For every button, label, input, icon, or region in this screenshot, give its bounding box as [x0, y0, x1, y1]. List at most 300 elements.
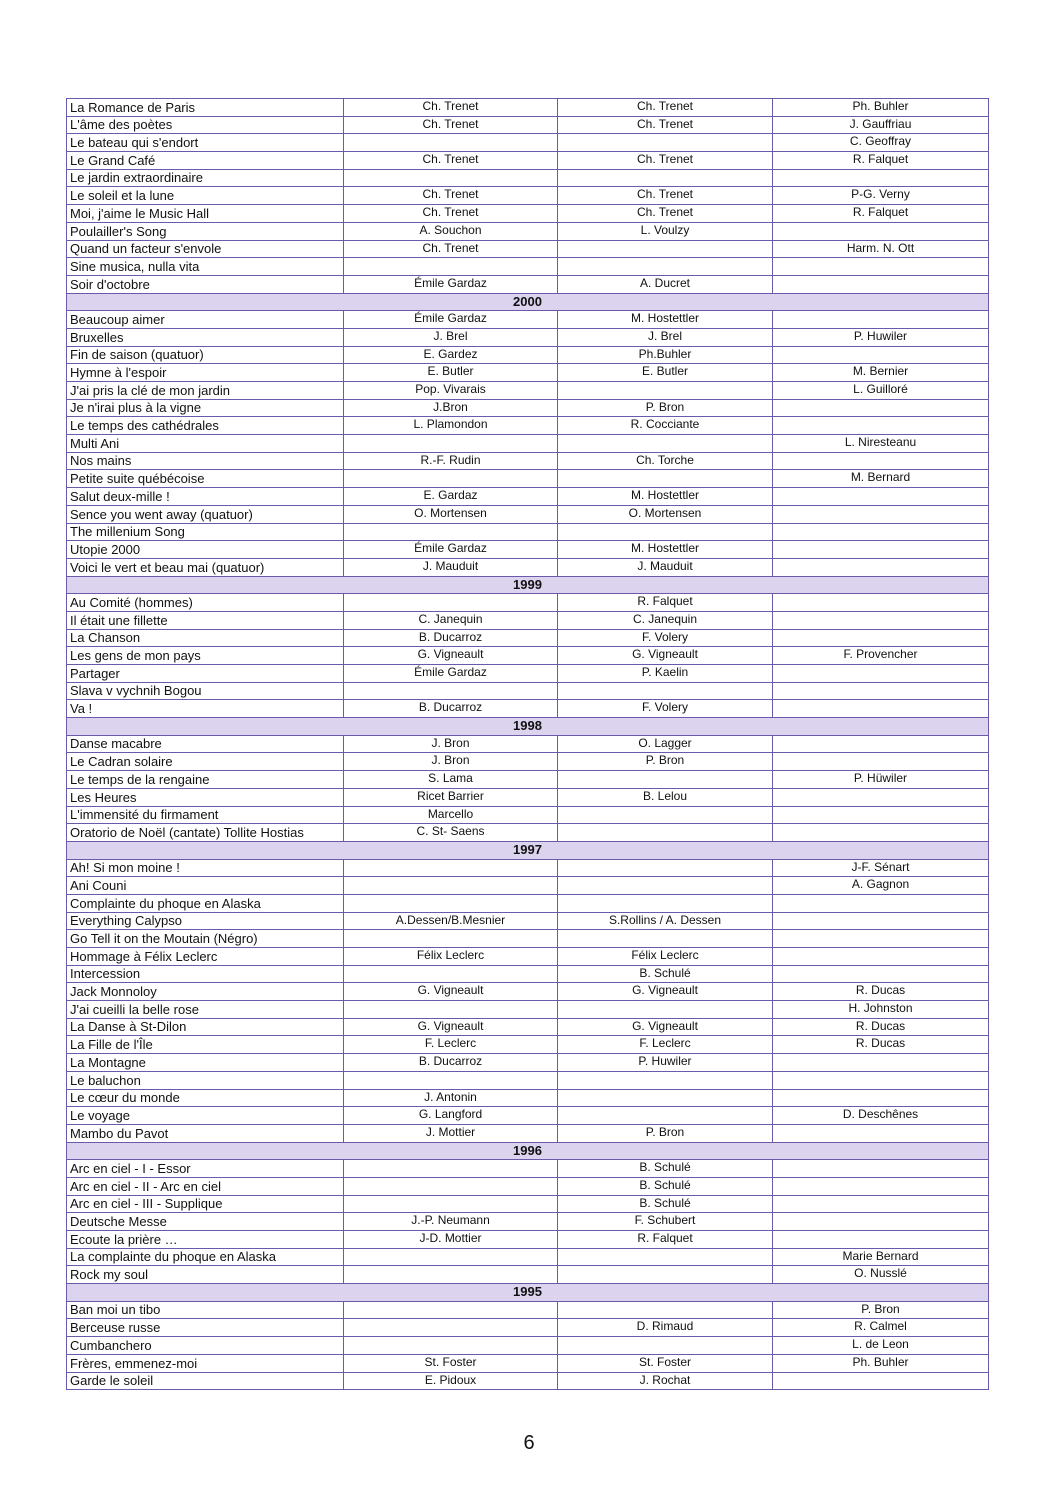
- song-title: Le temps des cathédrales: [67, 417, 344, 435]
- song-title: Partager: [67, 665, 344, 683]
- composer-cell: D. Rimaud: [558, 1319, 773, 1337]
- table-row: [67, 1124, 989, 1142]
- song-title: Garde le soleil: [67, 1372, 344, 1390]
- arranger-cell: [773, 311, 989, 329]
- song-title: Les Heures: [67, 788, 344, 806]
- arranger-cell: [773, 629, 989, 647]
- lyricist-cell: G. Vigneault: [344, 1018, 558, 1036]
- lyricist-cell: Émile Gardaz: [344, 541, 558, 559]
- table-row: [67, 116, 989, 134]
- composer-cell: J. Brel: [558, 328, 773, 346]
- arranger-cell: P. Hüwiler: [773, 771, 989, 789]
- composer-cell: [558, 134, 773, 152]
- lyricist-cell: S. Lama: [344, 771, 558, 789]
- song-title: Nos mains: [67, 452, 344, 470]
- composer-cell: [558, 435, 773, 453]
- song-title: Slava v vychnih Bogou: [67, 682, 344, 700]
- arranger-cell: D. Deschênes: [773, 1107, 989, 1125]
- table-row: [67, 328, 989, 346]
- table-row: [67, 1036, 989, 1054]
- arranger-cell: M. Bernier: [773, 364, 989, 382]
- composer-cell: [558, 894, 773, 912]
- lyricist-cell: G. Langford: [344, 1107, 558, 1125]
- arranger-cell: Harm. N. Ott: [773, 240, 989, 258]
- composer-cell: Ph.Buhler: [558, 346, 773, 364]
- song-title: Hymne à l'espoir: [67, 364, 344, 382]
- arranger-cell: [773, 275, 989, 293]
- arranger-cell: [773, 1213, 989, 1231]
- arranger-cell: R. Falquet: [773, 152, 989, 170]
- table-row: [67, 1372, 989, 1390]
- song-title: Poulailler's Song: [67, 222, 344, 240]
- table-row: [67, 452, 989, 470]
- song-title: Sine musica, nulla vita: [67, 258, 344, 276]
- table-row: [67, 1213, 989, 1231]
- composer-cell: Ch. Trenet: [558, 187, 773, 205]
- lyricist-cell: J. Mottier: [344, 1124, 558, 1142]
- arranger-cell: [773, 1054, 989, 1072]
- arranger-cell: [773, 948, 989, 966]
- composer-cell: [558, 1001, 773, 1019]
- table-row: [67, 877, 989, 895]
- table-row: [67, 1354, 989, 1372]
- table-row: [67, 806, 989, 824]
- song-title: Intercession: [67, 965, 344, 983]
- song-title: Je n'irai plus à la vigne: [67, 399, 344, 417]
- composer-cell: [558, 930, 773, 948]
- year-label: 1996: [67, 1142, 989, 1160]
- lyricist-cell: L. Plamondon: [344, 417, 558, 435]
- composer-cell: [558, 470, 773, 488]
- table-row: [67, 1248, 989, 1266]
- song-title: Voici le vert et beau mai (quatuor): [67, 558, 344, 576]
- song-title: J'ai cueilli la belle rose: [67, 1001, 344, 1019]
- arranger-cell: R. Ducas: [773, 1018, 989, 1036]
- table-row: [67, 1195, 989, 1213]
- table-row: [67, 647, 989, 665]
- composer-cell: [558, 682, 773, 700]
- arranger-cell: [773, 417, 989, 435]
- song-title: Beaucoup aimer: [67, 311, 344, 329]
- lyricist-cell: E. Butler: [344, 364, 558, 382]
- lyricist-cell: Émile Gardaz: [344, 275, 558, 293]
- arranger-cell: [773, 665, 989, 683]
- arranger-cell: [773, 1231, 989, 1249]
- lyricist-cell: C. Janequin: [344, 611, 558, 629]
- year-label: 1997: [67, 841, 989, 859]
- table-row: [67, 594, 989, 612]
- composer-cell: L. Voulzy: [558, 222, 773, 240]
- arranger-cell: [773, 399, 989, 417]
- table-row: [67, 505, 989, 523]
- composer-cell: [558, 1107, 773, 1125]
- lyricist-cell: A.Dessen/B.Mesnier: [344, 912, 558, 930]
- year-header-row: [67, 1284, 989, 1302]
- lyricist-cell: [344, 859, 558, 877]
- table-row: [67, 735, 989, 753]
- table-row: [67, 1018, 989, 1036]
- composer-cell: G. Vigneault: [558, 1018, 773, 1036]
- song-title: Le baluchon: [67, 1071, 344, 1089]
- table-row: [67, 558, 989, 576]
- arranger-cell: O. Nusslé: [773, 1266, 989, 1284]
- table-row: [67, 753, 989, 771]
- song-title: Rock my soul: [67, 1266, 344, 1284]
- song-title: Fin de saison (quatuor): [67, 346, 344, 364]
- composer-cell: B. Lelou: [558, 788, 773, 806]
- arranger-cell: R. Ducas: [773, 1036, 989, 1054]
- composer-cell: F. Volery: [558, 629, 773, 647]
- arranger-cell: [773, 505, 989, 523]
- arranger-cell: [773, 594, 989, 612]
- lyricist-cell: [344, 134, 558, 152]
- table-row: [67, 134, 989, 152]
- composer-cell: E. Butler: [558, 364, 773, 382]
- song-title: Deutsche Messe: [67, 1213, 344, 1231]
- lyricist-cell: G. Vigneault: [344, 983, 558, 1001]
- arranger-cell: L. Guilloré: [773, 382, 989, 400]
- song-title: Moi, j'aime le Music Hall: [67, 205, 344, 223]
- arranger-cell: [773, 541, 989, 559]
- arranger-cell: Marie Bernard: [773, 1248, 989, 1266]
- year-label: 1998: [67, 718, 989, 736]
- table-row: [67, 1337, 989, 1355]
- composer-cell: P. Bron: [558, 399, 773, 417]
- composer-cell: [558, 382, 773, 400]
- table-row: [67, 983, 989, 1001]
- year-label: 2000: [67, 293, 989, 311]
- composer-cell: M. Hostettler: [558, 311, 773, 329]
- arranger-cell: [773, 1177, 989, 1195]
- table-row: [67, 311, 989, 329]
- table-row: [67, 788, 989, 806]
- lyricist-cell: [344, 523, 558, 541]
- composer-cell: Ch. Trenet: [558, 116, 773, 134]
- table-row: [67, 99, 989, 117]
- year-label: 1999: [67, 576, 989, 594]
- lyricist-cell: [344, 877, 558, 895]
- arranger-cell: [773, 1160, 989, 1178]
- lyricist-cell: [344, 1301, 558, 1319]
- composer-cell: [558, 523, 773, 541]
- lyricist-cell: E. Gardaz: [344, 488, 558, 506]
- lyricist-cell: Ch. Trenet: [344, 187, 558, 205]
- table-row: [67, 611, 989, 629]
- lyricist-cell: J. Bron: [344, 753, 558, 771]
- arranger-cell: [773, 1089, 989, 1107]
- composer-cell: G. Vigneault: [558, 983, 773, 1001]
- song-title: Berceuse russe: [67, 1319, 344, 1337]
- composer-cell: [558, 240, 773, 258]
- lyricist-cell: Ricet Barrier: [344, 788, 558, 806]
- song-title: Le voyage: [67, 1107, 344, 1125]
- song-title: Arc en ciel - I - Essor: [67, 1160, 344, 1178]
- arranger-cell: [773, 894, 989, 912]
- song-title: Au Comité (hommes): [67, 594, 344, 612]
- composer-cell: B. Schulé: [558, 1195, 773, 1213]
- table-row: [67, 523, 989, 541]
- composer-cell: C. Janequin: [558, 611, 773, 629]
- composer-cell: O. Mortensen: [558, 505, 773, 523]
- arranger-cell: Ph. Buhler: [773, 99, 989, 117]
- lyricist-cell: [344, 435, 558, 453]
- arranger-cell: [773, 1124, 989, 1142]
- song-title: Va !: [67, 700, 344, 718]
- lyricist-cell: [344, 594, 558, 612]
- lyricist-cell: Émile Gardaz: [344, 665, 558, 683]
- lyricist-cell: [344, 1195, 558, 1213]
- lyricist-cell: [344, 1160, 558, 1178]
- song-title: La Romance de Paris: [67, 99, 344, 117]
- lyricist-cell: [344, 1248, 558, 1266]
- table-row: [67, 912, 989, 930]
- table-row: [67, 824, 989, 842]
- arranger-cell: [773, 700, 989, 718]
- composer-cell: O. Lagger: [558, 735, 773, 753]
- arranger-cell: [773, 965, 989, 983]
- table-row: [67, 470, 989, 488]
- arranger-cell: [773, 1195, 989, 1213]
- lyricist-cell: [344, 1266, 558, 1284]
- song-title: Mambo du Pavot: [67, 1124, 344, 1142]
- song-title: J'ai pris la clé de mon jardin: [67, 382, 344, 400]
- arranger-cell: [773, 452, 989, 470]
- composer-cell: M. Hostettler: [558, 488, 773, 506]
- arranger-cell: P. Bron: [773, 1301, 989, 1319]
- arranger-cell: P-G. Verny: [773, 187, 989, 205]
- lyricist-cell: [344, 1177, 558, 1195]
- lyricist-cell: F. Leclerc: [344, 1036, 558, 1054]
- year-header-row: [67, 718, 989, 736]
- table-row: [67, 382, 989, 400]
- song-title: Go Tell it on the Moutain (Négro): [67, 930, 344, 948]
- song-title: La complainte du phoque en Alaska: [67, 1248, 344, 1266]
- composer-cell: J. Mauduit: [558, 558, 773, 576]
- arranger-cell: [773, 258, 989, 276]
- song-title: Le Cadran solaire: [67, 753, 344, 771]
- song-title: Everything Calypso: [67, 912, 344, 930]
- arranger-cell: L. Niresteanu: [773, 435, 989, 453]
- composer-cell: B. Schulé: [558, 1160, 773, 1178]
- song-title: Petite suite québécoise: [67, 470, 344, 488]
- lyricist-cell: E. Pidoux: [344, 1372, 558, 1390]
- repertoire-table-body: [67, 99, 989, 1390]
- song-title: La Fille de l'Île: [67, 1036, 344, 1054]
- song-title: Danse macabre: [67, 735, 344, 753]
- lyricist-cell: [344, 470, 558, 488]
- table-row: [67, 541, 989, 559]
- song-title: Cumbanchero: [67, 1337, 344, 1355]
- composer-cell: [558, 806, 773, 824]
- arranger-cell: [773, 488, 989, 506]
- composer-cell: P. Huwiler: [558, 1054, 773, 1072]
- table-row: [67, 1107, 989, 1125]
- lyricist-cell: [344, 965, 558, 983]
- song-title: La Chanson: [67, 629, 344, 647]
- composer-cell: Ch. Trenet: [558, 205, 773, 223]
- arranger-cell: C. Geoffray: [773, 134, 989, 152]
- lyricist-cell: [344, 1337, 558, 1355]
- song-title: Ah! Si mon moine !: [67, 859, 344, 877]
- table-row: [67, 169, 989, 187]
- table-row: [67, 1177, 989, 1195]
- song-title: Oratorio de Noël (cantate) Tollite Hostias: [67, 824, 344, 842]
- table-row: [67, 152, 989, 170]
- composer-cell: R. Cocciante: [558, 417, 773, 435]
- table-row: [67, 930, 989, 948]
- song-title: Il était une fillette: [67, 611, 344, 629]
- table-row: [67, 1301, 989, 1319]
- composer-cell: [558, 824, 773, 842]
- composer-cell: [558, 1266, 773, 1284]
- composer-cell: F. Leclerc: [558, 1036, 773, 1054]
- table-row: [67, 1054, 989, 1072]
- arranger-cell: J-F. Sénart: [773, 859, 989, 877]
- lyricist-cell: Félix Leclerc: [344, 948, 558, 966]
- page-number: 6: [523, 1432, 535, 1454]
- composer-cell: Ch. Trenet: [558, 152, 773, 170]
- composer-cell: A. Ducret: [558, 275, 773, 293]
- composer-cell: G. Vigneault: [558, 647, 773, 665]
- arranger-cell: F. Provencher: [773, 647, 989, 665]
- song-title: Soir d'octobre: [67, 275, 344, 293]
- song-title: Le jardin extraordinaire: [67, 169, 344, 187]
- arranger-cell: L. de Leon: [773, 1337, 989, 1355]
- composer-cell: P. Bron: [558, 753, 773, 771]
- composer-cell: R. Falquet: [558, 594, 773, 612]
- song-title: Utopie 2000: [67, 541, 344, 559]
- lyricist-cell: B. Ducarroz: [344, 629, 558, 647]
- arranger-cell: [773, 611, 989, 629]
- arranger-cell: [773, 523, 989, 541]
- arranger-cell: P. Huwiler: [773, 328, 989, 346]
- table-row: [67, 258, 989, 276]
- arranger-cell: [773, 806, 989, 824]
- year-header-row: [67, 841, 989, 859]
- table-row: [67, 399, 989, 417]
- table-row: [67, 240, 989, 258]
- composer-cell: [558, 1301, 773, 1319]
- composer-cell: P. Bron: [558, 1124, 773, 1142]
- lyricist-cell: Ch. Trenet: [344, 152, 558, 170]
- arranger-cell: [773, 1372, 989, 1390]
- table-row: [67, 948, 989, 966]
- composer-cell: M. Hostettler: [558, 541, 773, 559]
- table-row: [67, 1071, 989, 1089]
- composer-cell: J. Rochat: [558, 1372, 773, 1390]
- song-title: Le temps de la rengaine: [67, 771, 344, 789]
- table-row: [67, 346, 989, 364]
- table-row: [67, 205, 989, 223]
- arranger-cell: [773, 788, 989, 806]
- song-title: L'immensité du firmament: [67, 806, 344, 824]
- lyricist-cell: [344, 169, 558, 187]
- composer-cell: [558, 877, 773, 895]
- composer-cell: [558, 169, 773, 187]
- song-title: Frères, emmenez-moi: [67, 1354, 344, 1372]
- composer-cell: F. Schubert: [558, 1213, 773, 1231]
- lyricist-cell: [344, 1001, 558, 1019]
- table-row: [67, 364, 989, 382]
- lyricist-cell: J. Mauduit: [344, 558, 558, 576]
- song-title: Ban moi un tibo: [67, 1301, 344, 1319]
- composer-cell: Ch. Trenet: [558, 99, 773, 117]
- repertoire-table: [66, 98, 989, 1390]
- arranger-cell: R. Falquet: [773, 205, 989, 223]
- table-row: [67, 629, 989, 647]
- lyricist-cell: [344, 1319, 558, 1337]
- lyricist-cell: St. Foster: [344, 1354, 558, 1372]
- song-title: Le bateau qui s'endort: [67, 134, 344, 152]
- arranger-cell: [773, 824, 989, 842]
- table-row: [67, 1266, 989, 1284]
- composer-cell: Ch. Torche: [558, 452, 773, 470]
- lyricist-cell: Marcello: [344, 806, 558, 824]
- table-row: [67, 682, 989, 700]
- song-title: La Danse à St-Dilon: [67, 1018, 344, 1036]
- table-row: [67, 488, 989, 506]
- composer-cell: Félix Leclerc: [558, 948, 773, 966]
- composer-cell: R. Falquet: [558, 1231, 773, 1249]
- lyricist-cell: J-D. Mottier: [344, 1231, 558, 1249]
- song-title: Arc en ciel - II - Arc en ciel: [67, 1177, 344, 1195]
- table-row: [67, 275, 989, 293]
- arranger-cell: R. Ducas: [773, 983, 989, 1001]
- arranger-cell: Ph. Buhler: [773, 1354, 989, 1372]
- arranger-cell: [773, 558, 989, 576]
- table-row: [67, 965, 989, 983]
- lyricist-cell: Pop. Vivarais: [344, 382, 558, 400]
- arranger-cell: [773, 753, 989, 771]
- lyricist-cell: C. St- Saens: [344, 824, 558, 842]
- composer-cell: P. Kaelin: [558, 665, 773, 683]
- arranger-cell: A. Gagnon: [773, 877, 989, 895]
- song-title: The millenium Song: [67, 523, 344, 541]
- lyricist-cell: [344, 894, 558, 912]
- arranger-cell: [773, 930, 989, 948]
- song-title: Hommage à Félix Leclerc: [67, 948, 344, 966]
- lyricist-cell: J. Brel: [344, 328, 558, 346]
- song-title: Jack Monnoloy: [67, 983, 344, 1001]
- lyricist-cell: R.-F. Rudin: [344, 452, 558, 470]
- table-row: [67, 417, 989, 435]
- lyricist-cell: E. Gardez: [344, 346, 558, 364]
- table-row: [67, 1231, 989, 1249]
- composer-cell: [558, 771, 773, 789]
- composer-cell: [558, 1071, 773, 1089]
- song-title: Les gens de mon pays: [67, 647, 344, 665]
- arranger-cell: J. Gauffriau: [773, 116, 989, 134]
- song-title: Le Grand Café: [67, 152, 344, 170]
- table-row: [67, 222, 989, 240]
- arranger-cell: [773, 1071, 989, 1089]
- lyricist-cell: [344, 258, 558, 276]
- lyricist-cell: J.Bron: [344, 399, 558, 417]
- composer-cell: [558, 1089, 773, 1107]
- year-header-row: [67, 293, 989, 311]
- table-row: [67, 187, 989, 205]
- lyricist-cell: Ch. Trenet: [344, 240, 558, 258]
- lyricist-cell: Ch. Trenet: [344, 205, 558, 223]
- song-title: Ecoute la prière …: [67, 1231, 344, 1249]
- lyricist-cell: Émile Gardaz: [344, 311, 558, 329]
- composer-cell: [558, 258, 773, 276]
- table-row: [67, 771, 989, 789]
- composer-cell: [558, 859, 773, 877]
- year-header-row: [67, 1142, 989, 1160]
- year-label: 1995: [67, 1284, 989, 1302]
- lyricist-cell: B. Ducarroz: [344, 1054, 558, 1072]
